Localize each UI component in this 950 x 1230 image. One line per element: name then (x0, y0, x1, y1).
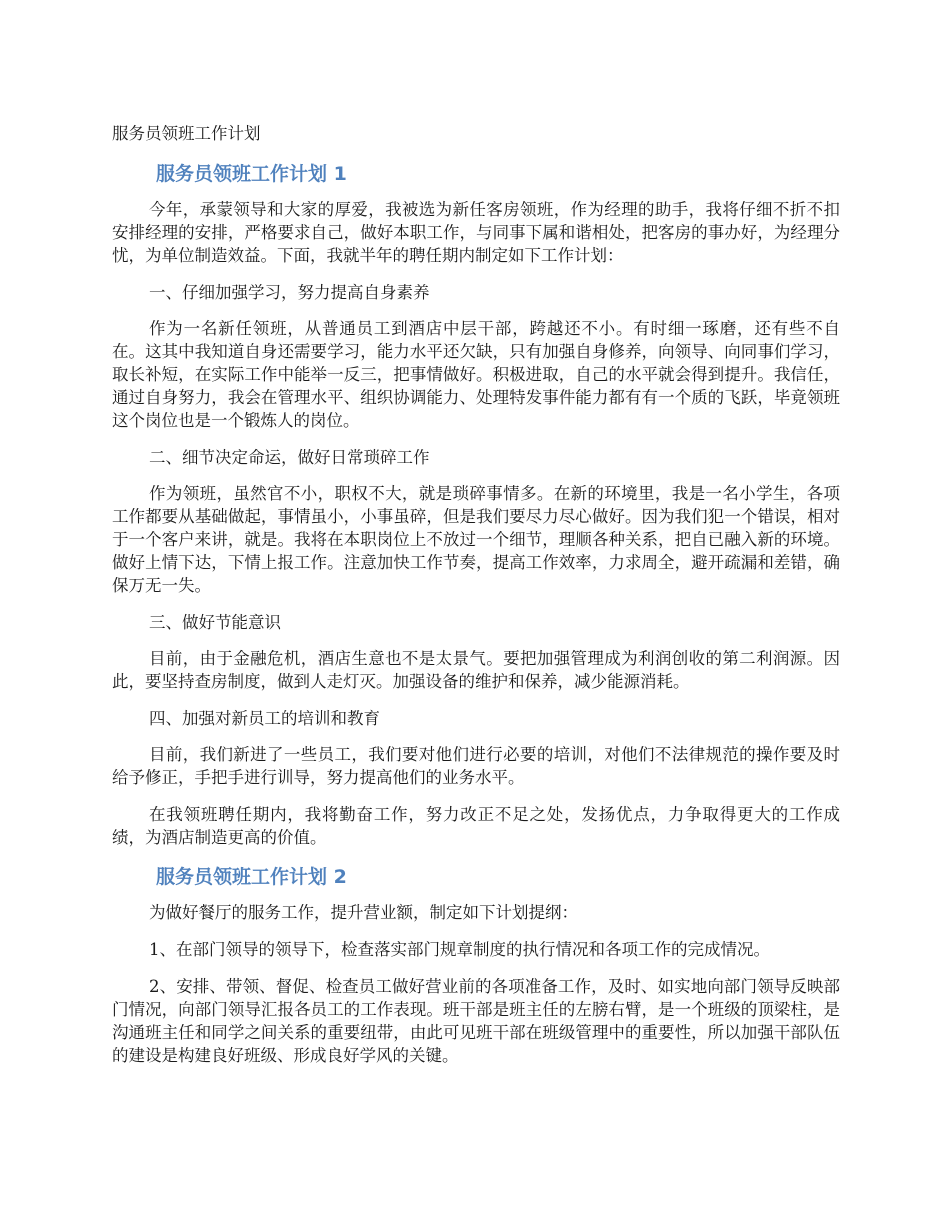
paragraph-subheading: 四、加强对新员工的培训和教育 (149, 709, 380, 728)
section-heading-1: 服务员领班工作计划 1 (156, 163, 347, 185)
document-title: 服务员领班工作计划 (112, 124, 261, 143)
paragraph-subheading: 三、做好节能意识 (149, 613, 281, 632)
paragraph: 作为领班，虽然官不小，职权不大，就是琐碎事情多。在新的环境里，我是一名小学生，各项工作都要从基础做起，事情虽小，小事虽碎，但是我们要尽力尽心做好。因为我们犯一个错误，相对于一个客户来讲，就是。我将在本职岗位上不放过一个细节，理顺各种关系，把自已融入新的环境。做好上情下达，下情上报工作。注意加快工作节奏，提高工作效率，力求周全，避开疏漏和差错，确保万无一失。 (112, 484, 840, 595)
paragraph: 目前，我们新进了一些员工，我们要对他们进行必要的培训，对他们不法律规范的操作要及时给予修正，手把手进行训导，努力提高他们的业务水平。 (112, 745, 840, 787)
document-page (112, 120, 840, 1081)
paragraph: 目前，由于金融危机，酒店生意也不是太景气。要把加强管理成为利润创收的第二利润源。因此，要坚持查房制度，做到人走灯灭。加强设备的维护和保养，减少能源消耗。 (112, 649, 840, 691)
paragraph: 为做好餐厅的服务工作，提升营业额，制定如下计划提纲： (149, 903, 578, 922)
paragraph: 作为一名新任领班，从普通员工到酒店中层干部，跨越还不小。有时细一琢磨，还有些不自在。这其中我知道自身还需要学习，能力水平还欠缺，只有加强自身修养，向领导、向同事们学习，取长补短，在实际工作中能举一反三，把事情做好。积极进取，自己的水平就会得到提升。我信任，通过自身努力，我会在管理水平、组织协调能力、处理特发事件能力都有有一个质的飞跃，毕竟领班这个岗位也是一个锻炼人的岗位。 (112, 319, 840, 430)
paragraph: 1、在部门领导的领导下，检查落实部门规章制度的执行情况和各项工作的完成情况。 (149, 940, 770, 959)
paragraph: 2、安排、带领、督促、检查员工做好营业前的各项准备工作，及时、如实地向部门领导反映部门情况，向部门领导汇报各员工的工作表现。班干部是班主任的左膀右臂，是一个班级的顶梁柱，是沟通班主任和同学之间关系的重要纽带，由此可见班干部在班级管理中的重要性，所以加强干部队伍的建设是构建良好班级、形成良好学风的关键。 (112, 977, 840, 1065)
paragraph: 在我领班聘任期内，我将勤奋工作，努力改正不足之处，发扬优点，力争取得更大的工作成绩，为酒店制造更高的价值。 (112, 805, 840, 847)
paragraph: 今年，承蒙领导和大家的厚爱，我被选为新任客房领班，作为经理的助手，我将仔细不折不扣安排经理的安排，严格要求自己，做好本职工作，与同事下属和谐相处，把客房的事办好，为经理分忧，为单位制造效益。下面，我就半年的聘任期内制定如下工作计划： (112, 200, 840, 265)
paragraph-subheading: 二、细节决定命运，做好日常琐碎工作 (149, 448, 430, 467)
paragraph-subheading: 一、仔细加强学习，努力提高自身素养 (149, 283, 430, 302)
section-heading-2: 服务员领班工作计划 2 (156, 866, 347, 888)
